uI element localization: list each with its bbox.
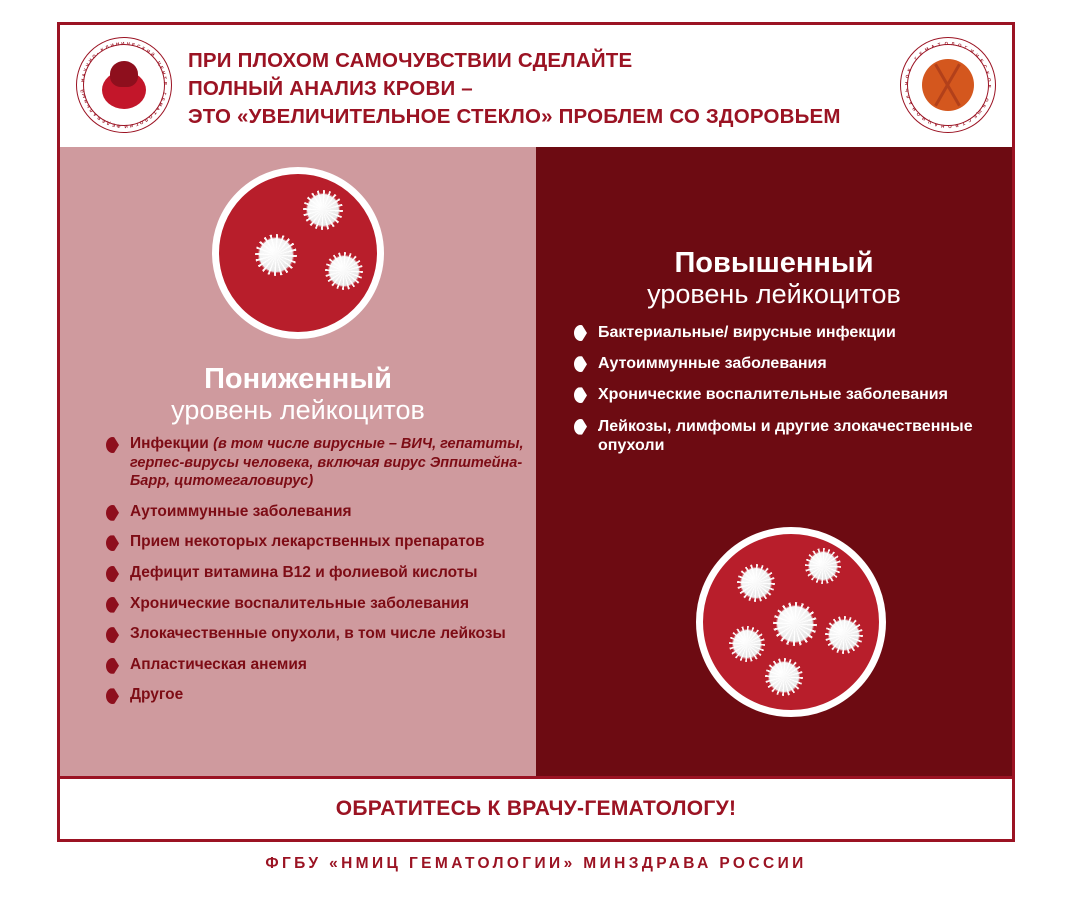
logo-caption-char: У (82, 67, 89, 73)
logo-caption-char: Е (158, 65, 165, 71)
logo-caption-char: И (121, 40, 125, 47)
white-blood-cell (259, 238, 293, 272)
logo-caption-char: Л (951, 41, 956, 47)
left-heading-line-1: Пониженный (204, 363, 392, 395)
list-item-label: Инфекции (130, 435, 214, 452)
logo-caption-char: Ц (156, 60, 163, 67)
bullet-icon (106, 437, 119, 453)
logo-caption-char: Г (161, 92, 168, 96)
logo-caption-char: Ы (80, 92, 87, 99)
logo-caption-char: О (983, 97, 990, 103)
header (60, 25, 1012, 147)
list-item-label: Аутоиммунные заболевания (130, 502, 352, 520)
white-blood-cell (741, 568, 771, 598)
white-blood-cell (777, 606, 813, 642)
list-item (572, 323, 1022, 342)
list-item-label: Прием некоторых лекарственных препаратов (130, 533, 485, 551)
logo-caption-char: О (904, 73, 911, 79)
logo-caption-char: Г (963, 44, 969, 51)
logo-caption-char: Л (104, 43, 110, 50)
blood-sample-circle-high (696, 527, 886, 717)
list-item-label: Бактериальные/ вирусные инфекции (598, 324, 896, 341)
logo-caption-char: Ь (904, 87, 910, 93)
white-blood-cell (329, 256, 359, 286)
logo-caption-char: Е (986, 84, 993, 89)
list-item-label: Дефицит витамина В12 и фолиевой кислоты (130, 563, 478, 581)
logo-caption-char: Т (937, 41, 942, 48)
list-item (572, 385, 1022, 404)
white-blood-cell (809, 552, 837, 580)
bullet-icon (106, 566, 119, 582)
list-item (104, 533, 544, 552)
list-item (104, 686, 544, 705)
bullet-icon (106, 505, 119, 521)
logo-caption-char: Н (911, 106, 918, 112)
list-item-label: Лейкозы, лимфомы и другие злокачественные опухоли (598, 417, 973, 454)
logo-caption-char: Б (980, 103, 987, 109)
white-blood-cell (733, 630, 761, 658)
logo-caption-char: Н (940, 123, 945, 129)
logo-right-caption (900, 37, 996, 133)
bullet-icon (106, 627, 119, 643)
logo-caption-char: Е (131, 41, 136, 48)
logo-caption-char: Е (100, 118, 107, 125)
logo-caption-char: Й (149, 51, 156, 58)
logo-caption-char: К (99, 46, 105, 53)
bullet-icon (574, 325, 587, 341)
logo-caption-char: Н (904, 81, 910, 85)
logo-caption-char: Н (87, 57, 94, 64)
logo-caption-char: А (91, 111, 98, 118)
logo-hematology-center (76, 37, 172, 133)
logo-caption-char: Е (978, 57, 985, 64)
logo-caption-char: Ц (926, 119, 933, 126)
bullet-icon (106, 658, 119, 674)
white-blood-cell (769, 662, 799, 692)
logo-caption-char: М (923, 45, 931, 53)
left-heading-line-2: уровень лейкоцитов (171, 395, 425, 426)
logo-caption-char: Е (918, 50, 925, 57)
poster-frame (57, 22, 1015, 842)
logo-caption-char: Д (105, 120, 111, 127)
logo-caption-char: Г (134, 121, 139, 128)
logo-caption-char: В (954, 122, 959, 129)
logo-caption-char: А (930, 43, 936, 50)
right-panel-list (572, 323, 1022, 467)
logo-caption-char: И (123, 123, 128, 130)
logo-caption-char: И (109, 42, 115, 49)
list-item (104, 435, 544, 491)
logo-caption-char: Е (906, 67, 913, 73)
blood-sample-circle-low (212, 167, 384, 339)
logo-caption-char: А (80, 72, 87, 78)
list-item-sub: (в том числе вирусные – ВИЧ, гепатиты, герпес-вирусы человека, включая вирус Эппштейна-Барр, цитомегаловирус) (130, 436, 524, 490)
list-item-label: Апластическая анемия (130, 655, 307, 673)
logo-caption-char: А (907, 100, 914, 106)
list-item (104, 503, 544, 522)
bullet-icon (574, 419, 587, 435)
logo-caption-char: Л (905, 94, 912, 100)
logo-caption-char: О (944, 40, 949, 47)
right-heading-line-2: уровень лейкоцитов (647, 279, 901, 310)
logo-caption-char: К (984, 70, 991, 76)
organization-name: ФГБУ «НМИЦ ГЕМАТОЛОГИИ» МИНЗДРАВА РОССИИ (265, 855, 807, 872)
bullet-icon (106, 535, 119, 551)
white-blood-cell (307, 194, 339, 226)
bullet-icon (574, 356, 587, 372)
logo-caption-char: О (915, 111, 922, 118)
logo-caption-char: Ф (116, 123, 121, 129)
logo-caption-char: Г (913, 55, 919, 62)
list-item (104, 564, 544, 583)
logo-caption-char: Н (160, 70, 167, 76)
logo-caption-char: Р (96, 115, 102, 122)
logo-caption-char: - (95, 50, 100, 56)
logo-caption-char: О (147, 113, 154, 121)
panel-high-leukocytes (536, 147, 1012, 779)
logo-caption-char: Ь (85, 103, 92, 109)
logo-left-caption (76, 37, 172, 133)
title-line-2: ПОЛНЫЙ АНАЛИЗ КРОВИ – (188, 76, 473, 100)
left-panel-list (104, 435, 544, 717)
list-item-label: Другое (130, 686, 184, 704)
logo-caption-char: Л (88, 107, 95, 114)
logo-caption-char: Й (80, 88, 86, 94)
list-item (572, 417, 1022, 455)
list-item-label: Хронические воспалительные заболевания (130, 594, 470, 612)
list-item-label: Злокачественные опухоли, в том числе лейкозы (130, 625, 506, 643)
logo-caption-char: Е (111, 122, 116, 128)
logo-caption-char: Ч (126, 41, 131, 47)
logo-caption-char: Ч (974, 52, 981, 59)
logo-caption-char: М (157, 101, 164, 108)
logo-hematology-society (900, 37, 996, 133)
logo-caption-char: Р (162, 81, 169, 86)
logo-caption-char: Л (143, 117, 150, 124)
logo-caption-char: Т (162, 75, 168, 80)
logo-caption-char: С (982, 63, 989, 70)
bullet-icon (106, 688, 119, 704)
call-to-action-bar (60, 776, 1012, 839)
logo-caption-char: С (136, 43, 142, 50)
right-panel-heading (536, 247, 1012, 310)
bullet-icon (106, 597, 119, 613)
logo-caption-char: Н (80, 78, 86, 83)
logo-caption-char: А (933, 121, 939, 128)
white-blood-cell (829, 620, 859, 650)
list-item (104, 595, 544, 614)
logo-caption-char: И (969, 48, 975, 55)
right-heading-line-1: Повышенный (674, 247, 874, 279)
logo-caption-char: Н (82, 98, 89, 104)
list-item-label: Аутоиммунные заболевания (598, 355, 827, 373)
list-item (104, 625, 544, 644)
logo-caption-char: О (947, 123, 952, 130)
logo-caption-char: Н (115, 41, 120, 47)
logo-caption-char: О (138, 119, 145, 126)
logo-caption-char: С (966, 117, 973, 124)
logo-caption-char: И (145, 48, 152, 55)
logo-caption-char: Е (160, 97, 166, 102)
logo-caption-char: О (986, 77, 993, 83)
title-line-3: ЭТО «УВЕЛИЧИТЕЛЬНОЕ СТЕКЛО» ПРОБЛЕМ СО ЗДОРОВЬЕМ (188, 104, 841, 128)
logo-caption-char: О (957, 42, 963, 49)
list-item (572, 354, 1022, 373)
list-item-label: Хронические воспалительные заболевания (598, 386, 948, 404)
left-panel-heading (60, 363, 536, 426)
logo-caption-char: К (141, 45, 147, 52)
panel-low-leukocytes (60, 147, 536, 779)
page-title (188, 47, 888, 131)
call-to-action-text: ОБРАТИТЕСЬ К ВРАЧУ-ГЕМАТОЛОГУ! (335, 797, 737, 820)
logo-caption-char: Щ (975, 108, 983, 116)
logo-caption-char: Е (972, 113, 978, 120)
logo-caption-char: Ч (84, 62, 91, 68)
logo-caption-char: И (920, 115, 927, 122)
logo-caption-char: А (154, 106, 161, 112)
logo-caption-char: Т (961, 120, 966, 127)
title-line-1: ПРИ ПЛОХОМ САМОЧУВСТВИИ СДЕЛАЙТЕ (188, 49, 633, 72)
list-item (104, 656, 544, 675)
bullet-icon (574, 387, 587, 403)
content-columns (60, 147, 1012, 779)
logo-caption-char: Т (151, 110, 158, 116)
logo-caption-char: О (91, 53, 98, 60)
logo-caption-char: И (129, 123, 134, 129)
